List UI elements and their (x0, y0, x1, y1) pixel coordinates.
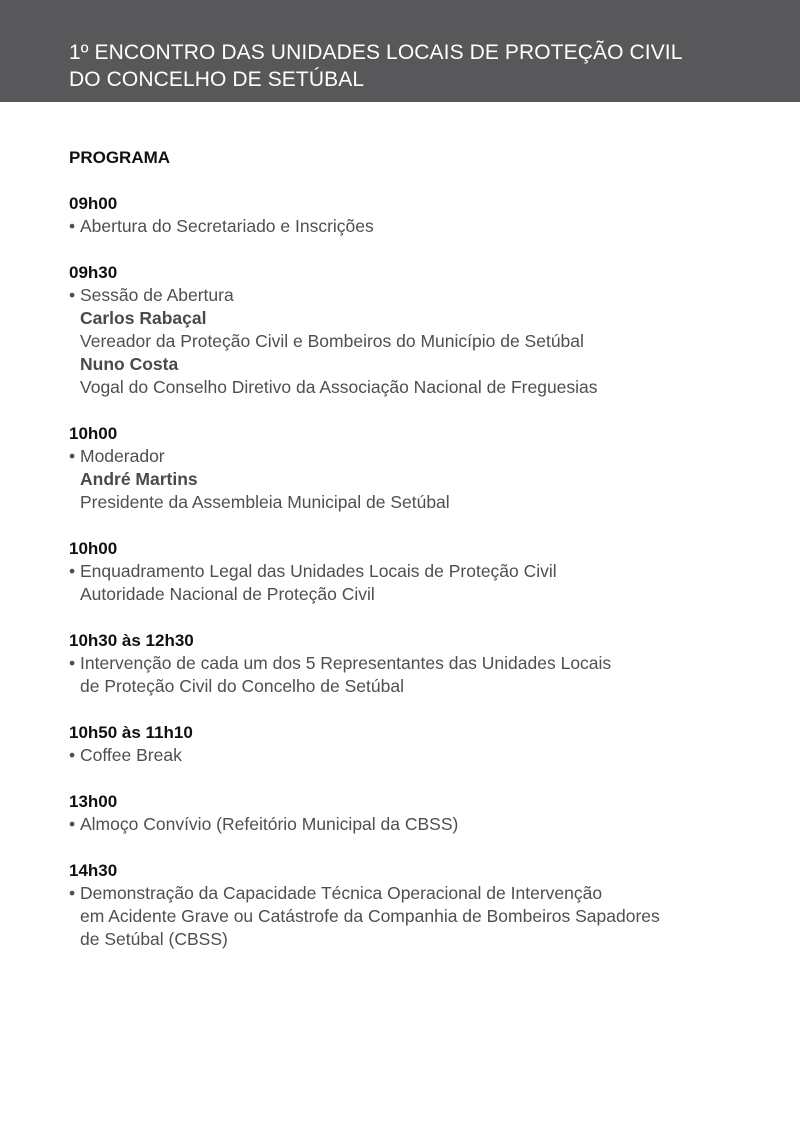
session-block (69, 537, 769, 606)
session-detail: de Proteção Civil do Concelho de Setúbal (80, 676, 404, 696)
speaker-name: Carlos Rabaçal (80, 308, 207, 328)
session-block (69, 422, 769, 514)
session-title: • Almoço Convívio (Refeitório Municipal da CBSS) (69, 814, 459, 834)
session-detail: de Setúbal (CBSS) (80, 929, 228, 949)
session-title: • Demonstração da Capacidade Técnica Operacional de Intervenção (69, 883, 603, 903)
session-time: 14h30 (69, 861, 118, 880)
speaker-role: Vereador da Proteção Civil e Bombeiros do Município de Setúbal (80, 331, 584, 351)
session-time: 13h00 (69, 792, 118, 811)
bullet-icon: • (69, 745, 76, 765)
session-time: 10h50 às 11h10 (69, 723, 193, 742)
page-title-line-1: 1º ENCONTRO DAS UNIDADES LOCAIS DE PROTEÇÃO CIVIL (69, 41, 683, 64)
session-detail: Autoridade Nacional de Proteção Civil (80, 584, 375, 604)
session-detail: em Acidente Grave ou Catástrofe da Companhia de Bombeiros Sapadores (80, 906, 660, 926)
bullet-icon: • (69, 883, 76, 903)
session-time: 10h00 (69, 539, 118, 558)
bullet-icon: • (69, 561, 76, 581)
bullet-icon: • (69, 814, 76, 834)
bullet-icon: • (69, 216, 76, 236)
page-title-line-2: DO CONCELHO DE SETÚBAL (69, 68, 365, 91)
bullet-icon: • (69, 653, 76, 673)
speaker-name: André Martins (80, 469, 198, 489)
session-title: • Sessão de Abertura (69, 285, 234, 305)
session-block (69, 261, 769, 399)
session-time: 09h00 (69, 194, 118, 213)
bullet-icon: • (69, 446, 76, 466)
session-block (69, 790, 769, 836)
program-content (69, 146, 769, 974)
session-title: • Intervenção de cada um dos 5 Representantes das Unidades Locais (69, 653, 612, 673)
session-time: 10h00 (69, 424, 118, 443)
program-heading: PROGRAMA (69, 148, 171, 167)
speaker-name: Nuno Costa (80, 354, 179, 374)
speaker-role: Presidente da Assembleia Municipal de Setúbal (80, 492, 450, 512)
session-title: • Enquadramento Legal das Unidades Locais de Proteção Civil (69, 561, 557, 581)
session-title: • Abertura do Secretariado e Inscrições (69, 216, 374, 236)
session-time: 10h30 às 12h30 (69, 631, 194, 650)
session-block (69, 859, 769, 951)
session-block (69, 721, 769, 767)
session-title: • Moderador (69, 446, 165, 466)
bullet-icon: • (69, 285, 76, 305)
session-time: 09h30 (69, 263, 118, 282)
page-header (0, 0, 800, 102)
session-title: • Coffee Break (69, 745, 182, 765)
speaker-role: Vogal do Conselho Diretivo da Associação Nacional de Freguesias (80, 377, 598, 397)
session-block (69, 192, 769, 238)
session-block (69, 629, 769, 698)
